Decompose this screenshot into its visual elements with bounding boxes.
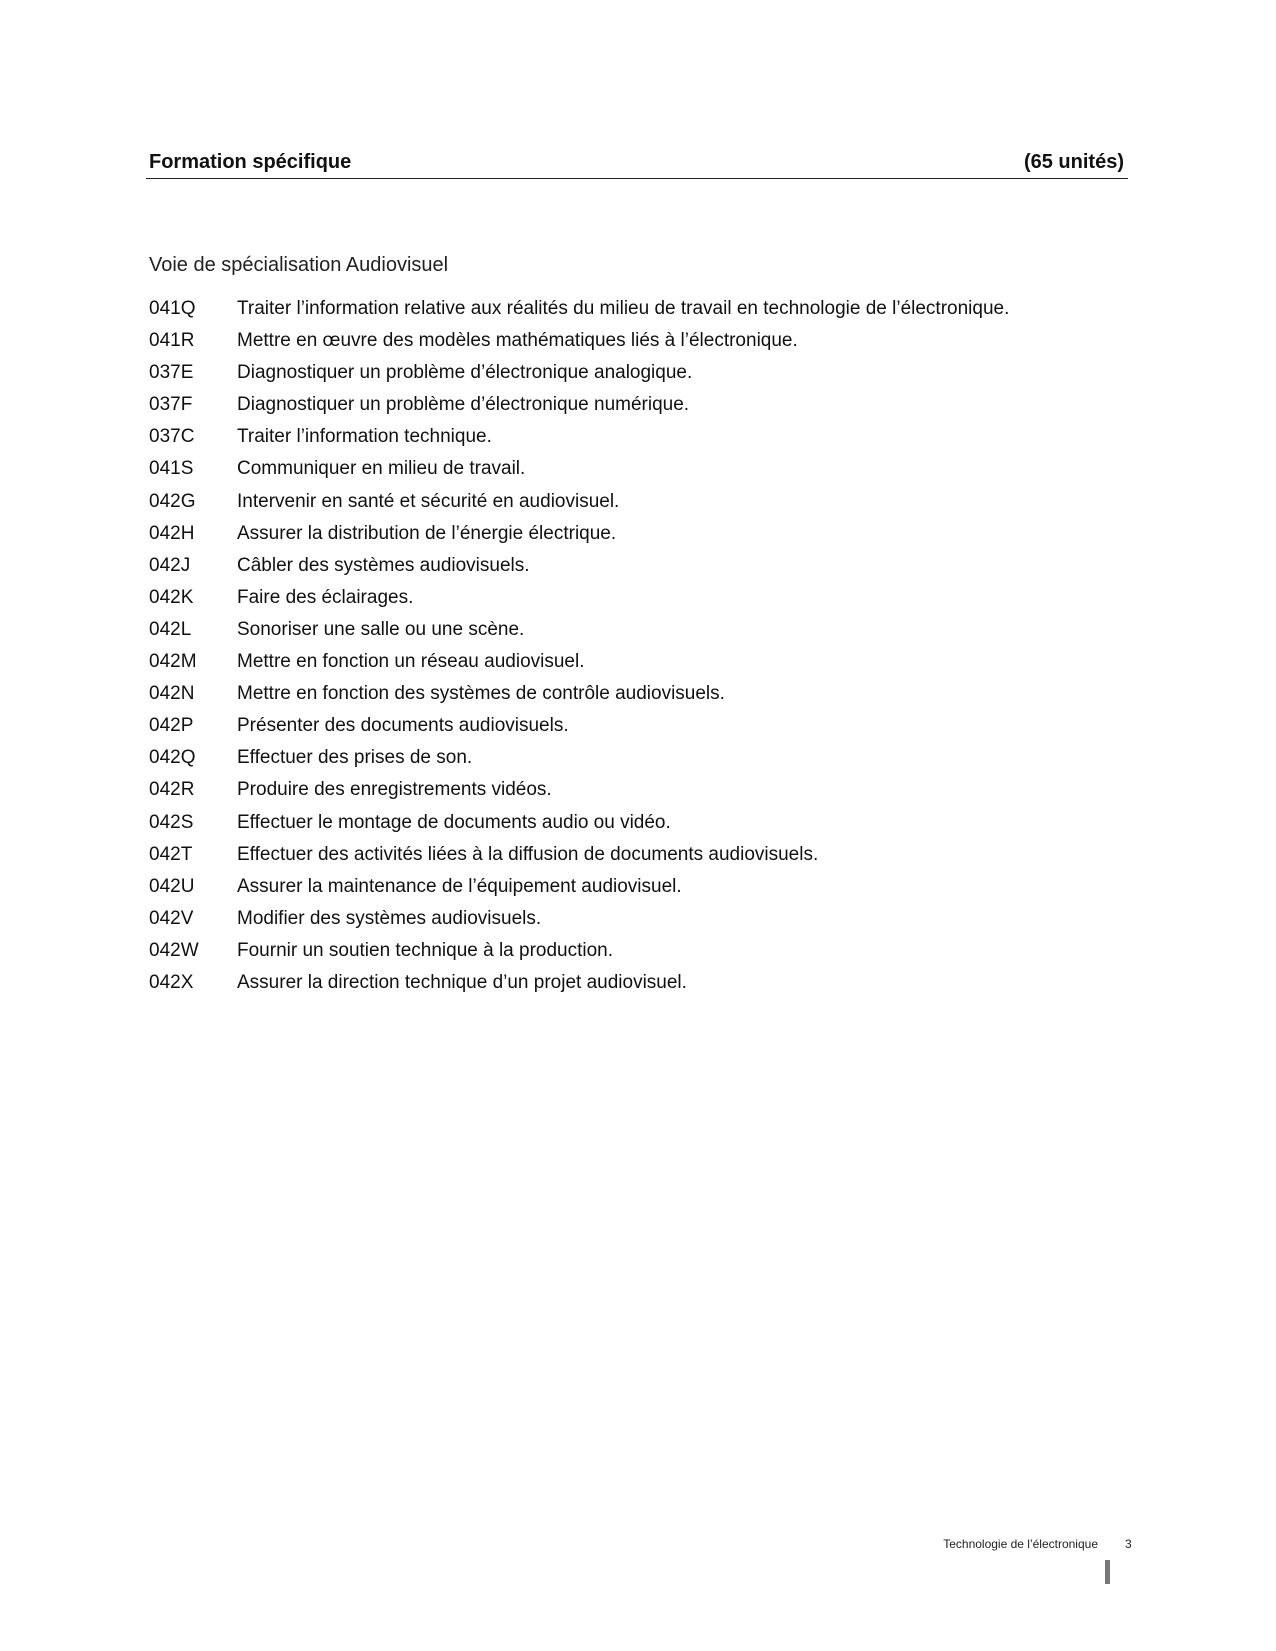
competency-text: Effectuer le montage de documents audio ou vidéo. bbox=[237, 811, 671, 833]
competency-item bbox=[149, 328, 1129, 360]
competency-text: Diagnostiquer un problème d’électronique analogique. bbox=[237, 362, 693, 384]
competency-code: 042H bbox=[149, 522, 195, 544]
competency-code: 042T bbox=[149, 843, 193, 865]
competency-code: 041S bbox=[149, 458, 194, 480]
competency-item bbox=[149, 906, 1129, 938]
competency-text: Intervenir en santé et sécurité en audiovisuel. bbox=[237, 490, 620, 512]
competency-text: Présenter des documents audiovisuels. bbox=[237, 715, 569, 737]
competency-code: 042S bbox=[149, 811, 194, 833]
competency-item bbox=[149, 392, 1129, 424]
competency-code: 042K bbox=[149, 586, 194, 608]
competency-item bbox=[149, 938, 1129, 970]
competency-code: 041R bbox=[149, 330, 195, 352]
competency-code: 037C bbox=[149, 426, 195, 448]
competency-text: Communiquer en milieu de travail. bbox=[237, 458, 526, 480]
competency-code: 042X bbox=[149, 971, 194, 993]
competency-text: Assurer la maintenance de l’équipement audiovisuel. bbox=[237, 875, 682, 897]
competency-code: 041Q bbox=[149, 298, 196, 319]
competency-item bbox=[149, 585, 1129, 617]
competency-code: 042W bbox=[149, 939, 199, 961]
competency-item bbox=[149, 970, 1129, 1002]
competency-item bbox=[149, 617, 1129, 649]
competency-text: Fournir un soutien technique à la production. bbox=[237, 939, 614, 961]
competency-item bbox=[149, 842, 1129, 874]
competency-code: 037E bbox=[149, 362, 194, 384]
competency-item bbox=[149, 745, 1129, 777]
competency-text: Faire des éclairages. bbox=[237, 586, 414, 608]
competency-item bbox=[149, 681, 1129, 713]
competency-text: Assurer la direction technique d’un projet audiovisuel. bbox=[237, 971, 687, 993]
competency-text: Traiter l’information relative aux réalités du milieu de travail en technologie de l’électronique. bbox=[237, 298, 1010, 319]
competency-code: 042U bbox=[149, 875, 195, 897]
competency-item bbox=[149, 777, 1129, 809]
competency-item bbox=[149, 456, 1129, 488]
competency-list bbox=[149, 296, 1129, 1002]
competency-text: Diagnostiquer un problème d’électronique numérique. bbox=[237, 394, 690, 416]
footer-document-title: Technologie de l’électronique bbox=[943, 1537, 1098, 1551]
competency-text: Sonoriser une salle ou une scène. bbox=[237, 618, 525, 640]
competency-text: Effectuer des activités liées à la diffusion de documents audiovisuels. bbox=[237, 843, 819, 865]
header-title: Formation spécifique bbox=[149, 151, 352, 173]
competency-item bbox=[149, 489, 1129, 521]
competency-item bbox=[149, 296, 1129, 328]
footer-marker-bar bbox=[1105, 1560, 1110, 1584]
specialization-title: Voie de spécialisation Audiovisuel bbox=[149, 254, 449, 276]
competency-code: 042V bbox=[149, 907, 194, 929]
competency-text: Effectuer des prises de son. bbox=[237, 747, 473, 769]
competency-text: Mettre en fonction des systèmes de contrôle audiovisuels. bbox=[237, 683, 725, 705]
competency-code: 042R bbox=[149, 779, 195, 801]
header-units: (65 unités) bbox=[1023, 151, 1124, 173]
competency-item bbox=[149, 521, 1129, 553]
competency-text: Produire des enregistrements vidéos. bbox=[237, 779, 552, 801]
competency-item bbox=[149, 810, 1129, 842]
competency-text: Assurer la distribution de l’énergie électrique. bbox=[237, 522, 617, 544]
competency-item bbox=[149, 649, 1129, 681]
competency-code: 042L bbox=[149, 618, 192, 640]
competency-text: Mettre en fonction un réseau audiovisuel. bbox=[237, 651, 585, 673]
competency-code: 042G bbox=[149, 490, 196, 512]
competency-item bbox=[149, 360, 1129, 392]
competency-code: 042J bbox=[149, 554, 191, 576]
competency-code: 042M bbox=[149, 651, 197, 673]
section-header bbox=[146, 150, 1128, 179]
competency-text: Mettre en œuvre des modèles mathématiques liés à l’électronique. bbox=[237, 330, 798, 352]
competency-item bbox=[149, 713, 1129, 745]
competency-item bbox=[149, 553, 1129, 585]
competency-code: 042P bbox=[149, 715, 194, 737]
competency-code: 037F bbox=[149, 394, 193, 416]
competency-code: 042N bbox=[149, 683, 195, 705]
competency-text: Câbler des systèmes audiovisuels. bbox=[237, 554, 530, 576]
competency-text: Traiter l’information technique. bbox=[237, 426, 492, 448]
competency-item bbox=[149, 874, 1129, 906]
competency-code: 042Q bbox=[149, 747, 196, 769]
competency-text: Modifier des systèmes audiovisuels. bbox=[237, 907, 542, 929]
competency-item bbox=[149, 424, 1129, 456]
footer-page-number: 3 bbox=[1125, 1537, 1132, 1551]
